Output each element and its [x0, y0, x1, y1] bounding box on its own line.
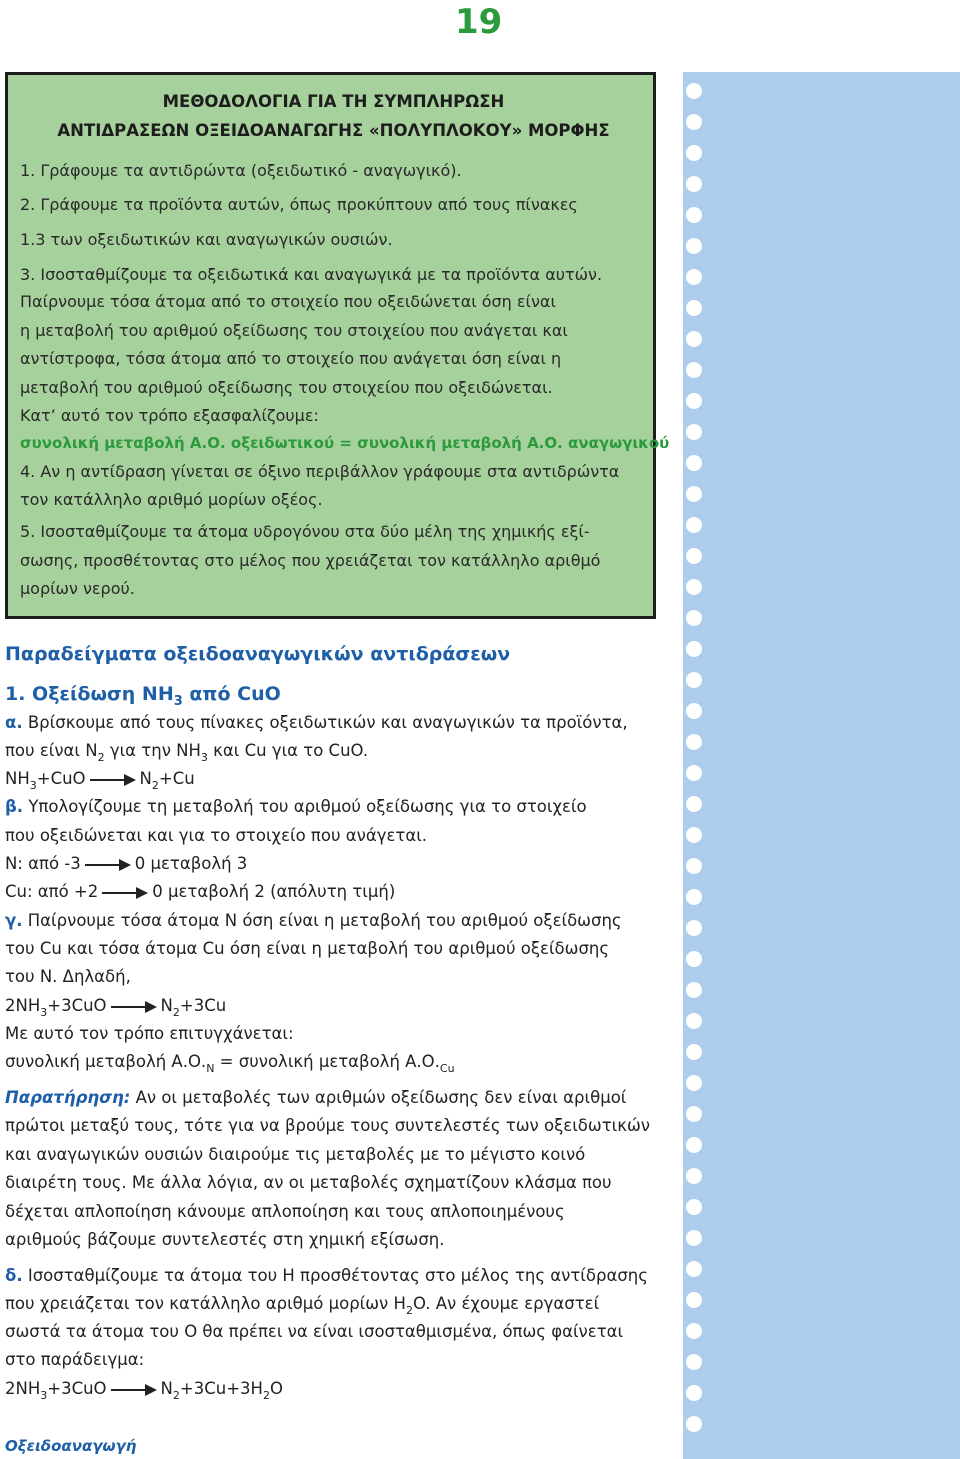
- footer-chapter: Οξειδοαναγωγή: [5, 1437, 137, 1455]
- binder-hole: [686, 858, 702, 874]
- delta-line2: που χρειάζεται τον κατάλληλο αριθμό μορίων $H_2O$. Αν έχουμε εργαστεί: [5, 1294, 600, 1317]
- box-line: η μεταβολή του αριθμού οξείδωσης του στοιχείου που ανάγεται και: [20, 321, 568, 340]
- box-title-line2: ΑΝΤΙΔΡΑΣΕΩΝ ΟΞΕΙΔΟΑΝΑΓΩΓΗΣ «ΠΟΛΥΠΛΟΚΟΥ» ΜΟΡΦΗΣ: [57, 121, 610, 140]
- box-line: 1. Γράφουμε τα αντιδρώντα (οξειδωτικό - αναγωγικό).: [20, 161, 462, 180]
- binder-hole: [686, 765, 702, 781]
- binder-hole: [686, 1416, 702, 1432]
- delta-line1: δ. Ισοσταθμίζουμε τα άτομα του H προσθέτοντας στο μέλος της αντίδρασης: [5, 1266, 648, 1285]
- box-line: αντίστροφα, τόσα άτομα από το στοιχείο που ανάγεται όση είναι η: [20, 349, 562, 368]
- box-title-line1: ΜΕΘΟΔΟΛΟΓΙΑ ΓΙΑ ΤΗ ΣΥΜΠΛΗΡΩΣΗ: [162, 92, 505, 111]
- binder-hole: [686, 579, 702, 595]
- binder-hole: [686, 1137, 702, 1153]
- box-line: 5. Ισοσταθμίζουμε τα άτομα υδρογόνου στα δύο μέλη της χημικής εξί-: [20, 522, 590, 541]
- binder-hole: [686, 300, 702, 316]
- binder-hole: [686, 703, 702, 719]
- cu-change-line: Cu: από +2 0 μεταβολή 2 (απόλυτη τιμή): [5, 882, 396, 901]
- binder-hole: [686, 1075, 702, 1091]
- binder-hole: [686, 362, 702, 378]
- arrow-right-icon: [85, 859, 131, 871]
- reaction-2: $2NH_3+3CuO$ $N_2+3Cu$: [5, 996, 227, 1019]
- binder-hole: [686, 145, 702, 161]
- alpha-line2: που είναι $N_2$ για την $NH_3$ και Cu για το CuO.: [5, 741, 369, 764]
- binder-hole: [686, 393, 702, 409]
- delta-line3: σωστά τα άτομα του O θα πρέπει να είναι ισοσταθμισμένα, όπως φαίνεται: [5, 1322, 624, 1341]
- arrow-right-icon: [111, 1384, 157, 1396]
- note-line2: πρώτοι μεταξύ τους, τότε για να βρούμε τους συντελεστές των οξειδωτικών: [5, 1116, 650, 1135]
- arrow-right-icon: [90, 774, 136, 786]
- binder-hole: [686, 734, 702, 750]
- methodology-box: [5, 72, 670, 619]
- page-number: 19: [455, 2, 503, 42]
- box-line: μεταβολή του αριθμού οξείδωσης του στοιχείου που οξειδώνεται.: [20, 378, 553, 397]
- box-line: 2. Γράφουμε τα προϊόντα αυτών, όπως προκύπτουν από τους πίνακες: [20, 195, 578, 214]
- beta-line1: β. Υπολογίζουμε τη μεταβολή του αριθμού οξείδωσης για το στοιχείο: [5, 797, 587, 816]
- binder-hole: [686, 1044, 702, 1060]
- box-line: 1.3 των οξειδωτικών και αναγωγικών ουσιών.: [20, 230, 393, 249]
- delta-line4: στο παράδειγμα:: [5, 1350, 145, 1369]
- n-change-line: N: από -3 0 μεταβολή 3: [5, 854, 248, 873]
- box-line: 3. Ισοσταθμίζουμε τα οξειδωτικά και αναγωγικά με τα προϊόντα αυτών.: [20, 265, 603, 284]
- reaction-3: $2NH_3+3CuO$ $N_2+3Cu+3H_2O$: [5, 1379, 283, 1402]
- example-title: 1. Οξείδωση $NH_3$ από CuO: [5, 683, 281, 709]
- binder-hole: [686, 1199, 702, 1215]
- box-line: Παίρνουμε τόσα άτομα από το στοιχείο που οξειδώνεται όση είναι: [20, 292, 556, 311]
- binder-hole: [686, 548, 702, 564]
- binder-hole: [686, 176, 702, 192]
- binder-hole: [686, 238, 702, 254]
- box-line: Κατ’ αυτό τον τρόπο εξασφαλίζουμε:: [20, 406, 319, 425]
- note-line3: και αναγωγικών ουσιών διαιρούμε τις μεταβολές με το μέγιστο κοινό: [5, 1145, 586, 1164]
- binder-hole: [686, 1354, 702, 1370]
- binder-hole: [686, 1106, 702, 1122]
- binder-hole: [686, 982, 702, 998]
- binder-hole: [686, 889, 702, 905]
- binder-hole: [686, 114, 702, 130]
- binder-hole: [686, 1168, 702, 1184]
- binder-hole: [686, 951, 702, 967]
- binder-hole: [686, 1385, 702, 1401]
- beta-line2: που οξειδώνεται και για το στοιχείο που ανάγεται.: [5, 826, 428, 845]
- binder-hole: [686, 331, 702, 347]
- binder-hole: [686, 1230, 702, 1246]
- note-line1: Παρατήρηση: Αν οι μεταβολές των αριθμών οξείδωσης δεν είναι αριθμοί: [5, 1088, 627, 1107]
- arrow-right-icon: [111, 1001, 157, 1013]
- binder-hole: [686, 207, 702, 223]
- binder-hole: [686, 1292, 702, 1308]
- box-line: μορίων νερού.: [20, 579, 135, 598]
- section-heading: Παραδείγματα οξειδοαναγωγικών αντιδράσεων: [5, 643, 511, 665]
- gamma-line5: συνολική μεταβολή $A.O._N = \sigma\upsilon\nu o\lambda\iota\kappa ή$ μεταβολή $A.O._{Cu}$: [5, 1052, 455, 1075]
- reaction-1: $NH_3+CuO$ $N_2+Cu$: [5, 769, 195, 792]
- binder-hole: [686, 641, 702, 657]
- binder-hole: [686, 610, 702, 626]
- box-line: 4. Αν η αντίδραση γίνεται σε όξινο περιβάλλον γράφουμε στα αντιδρώντα: [20, 462, 620, 481]
- arrow-right-icon: [102, 887, 148, 899]
- binder-hole: [686, 83, 702, 99]
- binder-hole: [686, 672, 702, 688]
- box-equality-line: συνολική μεταβολή Α.Ο. οξειδωτικού = συνολική μεταβολή Α.Ο. αναγωγικού: [20, 434, 670, 452]
- alpha-line1: α. Βρίσκουμε από τους πίνακες οξειδωτικών και αναγωγικών τα προϊόντα,: [5, 713, 628, 732]
- note-line6: αριθμούς βάζουμε συντελεστές στη χημική εξίσωση.: [5, 1230, 445, 1249]
- binder-hole: [686, 517, 702, 533]
- gamma-line4: Με αυτό τον τρόπο επιτυγχάνεται:: [5, 1024, 294, 1043]
- note-line4: διαιρέτη τους. Με άλλα λόγια, αν οι μεταβολές σχηματίζουν κλάσμα που: [5, 1173, 612, 1192]
- binder-hole: [686, 455, 702, 471]
- binder-hole: [686, 796, 702, 812]
- binder-hole: [686, 1323, 702, 1339]
- binder-hole: [686, 827, 702, 843]
- gamma-line2: του Cu και τόσα άτομα Cu όση είναι η μεταβολή του αριθμού οξείδωσης: [5, 939, 610, 958]
- gamma-line3: του N. Δηλαδή,: [5, 967, 131, 986]
- side-strip: [683, 72, 960, 1459]
- gamma-line1: γ. Παίρνουμε τόσα άτομα N όση είναι η μεταβολή του αριθμού οξείδωσης: [5, 911, 622, 930]
- binder-hole: [686, 920, 702, 936]
- note-line5: δέχεται απλοποίηση κάνουμε απλοποίηση και τους απλοποιημένους: [5, 1202, 565, 1221]
- binder-hole: [686, 1013, 702, 1029]
- binder-hole: [686, 269, 702, 285]
- box-line: σωσης, προσθέτοντας στο μέλος που χρειάζεται τον κατάλληλο αριθμό: [20, 551, 601, 570]
- binder-hole: [686, 424, 702, 440]
- binder-hole: [686, 1261, 702, 1277]
- box-line: τον κατάλληλο αριθμό μορίων οξέος.: [20, 490, 323, 509]
- binder-hole: [686, 486, 702, 502]
